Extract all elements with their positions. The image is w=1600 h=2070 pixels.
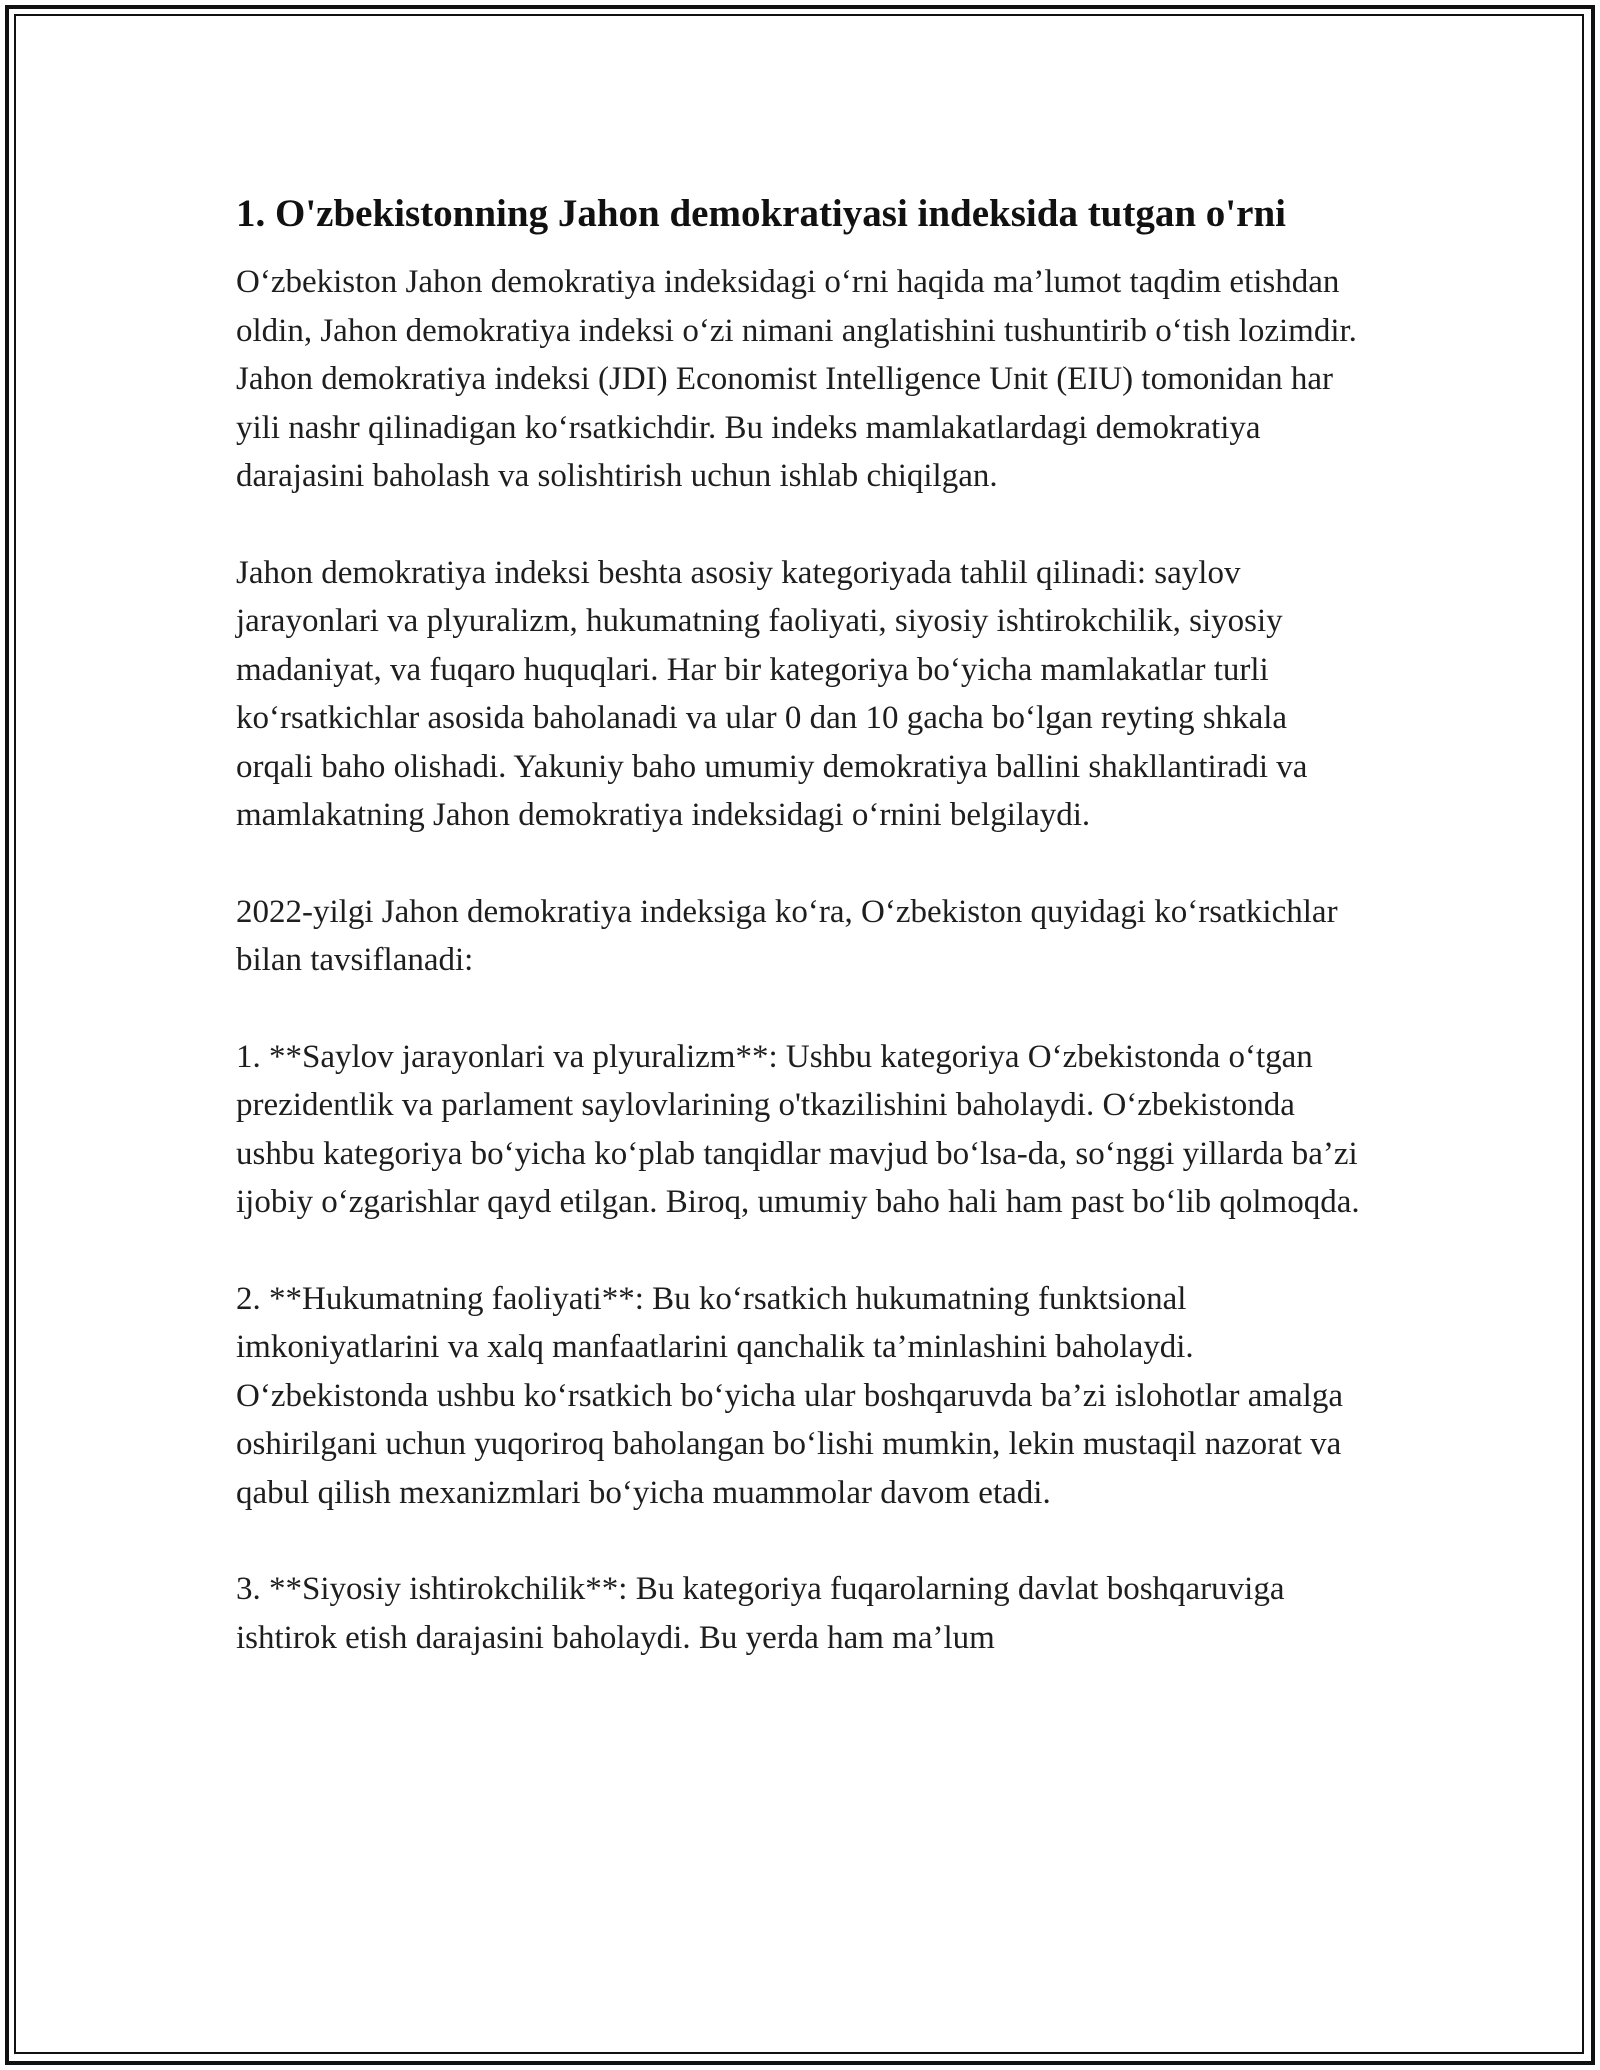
paragraph-categories: Jahon demokratiya indeksi beshta asosiy kategoriyada tahlil qilinadi: saylov jarayonlari va plyuralizm, hukumatning faoliyati, siyosiy ishtirokchilik, siyosiy madaniyat, va fuqaro huquqlari. Har bir kategoriya bo‘yicha mamlakatlar turli ko‘rsatkichlar asosida baholanadi va ular 0 dan 10 gacha bo‘lgan reyting shkala orqali baho olishadi. Yakuniy baho umumiy demokratiya ballini shakllantiradi va mamlakatning Jahon demokratiya indeksidagi o‘rnini belgilaydi. bbox=[236, 554, 1308, 833]
paragraph-2022-summary: 2022-yilgi Jahon demokratiya indeksiga ko‘ra, O‘zbekiston quyidagi ko‘rsatkichlar bilan tavsiflanadi: bbox=[236, 893, 1338, 978]
list-item-government-functioning: 2. **Hukumatning faoliyati**: Bu ko‘rsatkich hukumatning funktsional imkoniyatlarini va xalq manfaatlarini qanchalik ta’minlashini baholaydi. O‘zbekistonda ushbu ko‘rsatkich bo‘yicha ular boshqaruvda ba’zi islohotlar amalga oshirilgani uchun yuqoriroq baholangan bo‘lishi mumkin, lekin mustaqil nazorat va qabul qilish mexanizmlari bo‘yicha muammolar davom etadi. bbox=[236, 1280, 1343, 1511]
section-heading: 1. O'zbekistonning Jahon demokratiyasi indeksida tutgan o'rni bbox=[236, 192, 1286, 235]
list-item-electoral-process: 1. **Saylov jarayonlari va plyuralizm**: Ushbu kategoriya O‘zbekistonda o‘tgan prezidentlik va parlament saylovlarining o'tkazilishini baholaydi. O‘zbekistonda ushbu kategoriya bo‘yicha ko‘plab tanqidlar mavjud bo‘lsa-da, so‘nggi yillarda ba’zi ijobiy o‘zgarishlar qayd etilgan. Biroq, umumiy baho hali ham past bo‘lib qolmoqda. bbox=[236, 1038, 1360, 1220]
paragraph-intro: O‘zbekiston Jahon demokratiya indeksidagi o‘rni haqida ma’lumot taqdim etishdan oldin, Jahon demokratiya indeksi o‘zi nimani anglatishini tushuntirib o‘tish lozimdir. Jahon demokratiya indeksi (JDI) Economist Intelligence Unit (EIU) tomonidan har yili nashr qilinadigan ko‘rsatkichdir. Bu indeks mamlakatlardagi demokratiya darajasini baholash va solishtirish uchun ishlab chiqilgan. bbox=[236, 264, 1357, 494]
list-item-political-participation: 3. **Siyosiy ishtirokchilik**: Bu kategoriya fuqarolarning davlat boshqaruviga ishtirok etish darajasini baholaydi. Bu yerda ham ma’lum bbox=[236, 1571, 1285, 1656]
document-body bbox=[236, 184, 1366, 1662]
